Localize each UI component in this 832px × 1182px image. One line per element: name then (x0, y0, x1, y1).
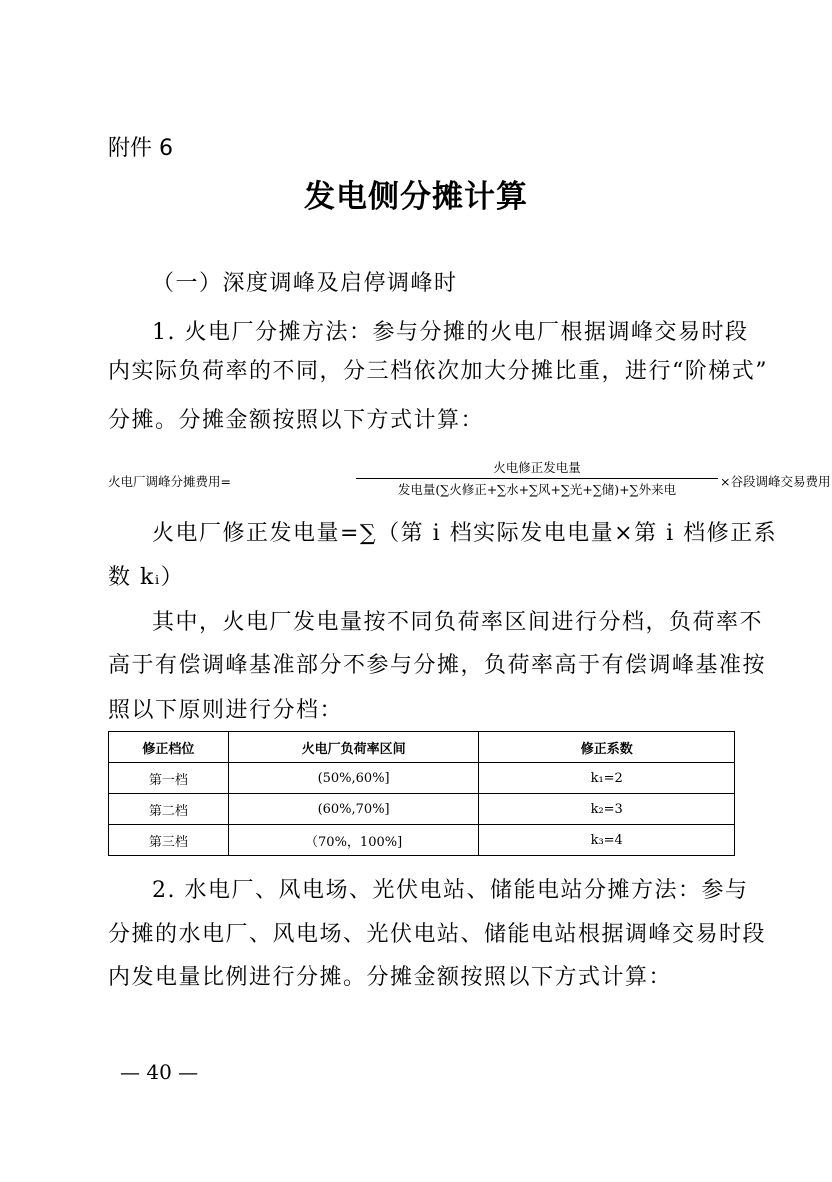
formula-fraction (356, 458, 718, 501)
table-cell: 第一档 (109, 763, 229, 794)
table-row (109, 763, 735, 794)
table-header: 火电厂负荷率区间 (228, 732, 479, 763)
paragraph-line: 数 kᵢ） (108, 565, 185, 590)
paragraph-line: 火电厂修正发电量=∑（第 i 档实际发电电量×第 i 档修正系 (152, 521, 778, 546)
table-cell: (60%,70%] (228, 794, 479, 825)
table-cell: （70%，100%] (228, 825, 479, 856)
table-cell: 第二档 (109, 794, 229, 825)
paragraph-line: 高于有偿调峰基准部分不参与分摊，负荷率高于有偿调峰基准按 (108, 653, 767, 678)
table-header: 修正档位 (109, 732, 229, 763)
table-cell: k₂=3 (479, 794, 735, 825)
paragraph-line: 其中，火电厂发电量按不同负荷率区间进行分档，负荷率不 (152, 610, 764, 635)
paragraph-line: 1. 火电厂分摊方法：参与分摊的火电厂根据调峰交易时段 (152, 320, 749, 345)
page-number: — 40 — (120, 1060, 199, 1084)
paragraph-line: 内发电量比例进行分摊。分摊金额按照以下方式计算： (108, 965, 673, 990)
correction-table (108, 731, 735, 856)
attachment-label: 附件 6 (108, 136, 173, 161)
section-heading: （一）深度调峰及启停调峰时 (152, 271, 458, 296)
paragraph-line: 分摊的水电厂、风电场、光伏电站、储能电站根据调峰交易时段 (108, 922, 767, 947)
paragraph-line: 分摊。分摊金额按照以下方式计算： (108, 408, 485, 433)
table-cell: 第三档 (109, 825, 229, 856)
paragraph-line: 内实际负荷率的不同，分三档依次加大分摊比重，进行“阶梯式” (108, 359, 768, 384)
table-cell: k₁=2 (479, 763, 735, 794)
formula-numerator: 火电修正发电量 (493, 460, 581, 475)
table-row (109, 825, 735, 856)
formula-rhs: ×谷段调峰交易费用 (720, 474, 831, 489)
allocation-formula (108, 458, 831, 504)
page-title: 发电侧分摊计算 (304, 179, 528, 215)
table-cell: (50%,60%] (228, 763, 479, 794)
paragraph-line: 照以下原则进行分档： (108, 698, 344, 723)
table-cell: k₃=4 (479, 825, 735, 856)
table-header-row (109, 732, 735, 763)
table-header: 修正系数 (479, 732, 735, 763)
formula-denominator: 发电量(∑火修正+∑水+∑风+∑光+∑储)+∑外来电 (397, 482, 677, 497)
paragraph-line: 2. 水电厂、风电场、光伏电站、储能电站分摊方法：参与 (152, 878, 749, 903)
formula-lhs: 火电厂调峰分摊费用= (108, 474, 231, 489)
table-row (109, 794, 735, 825)
